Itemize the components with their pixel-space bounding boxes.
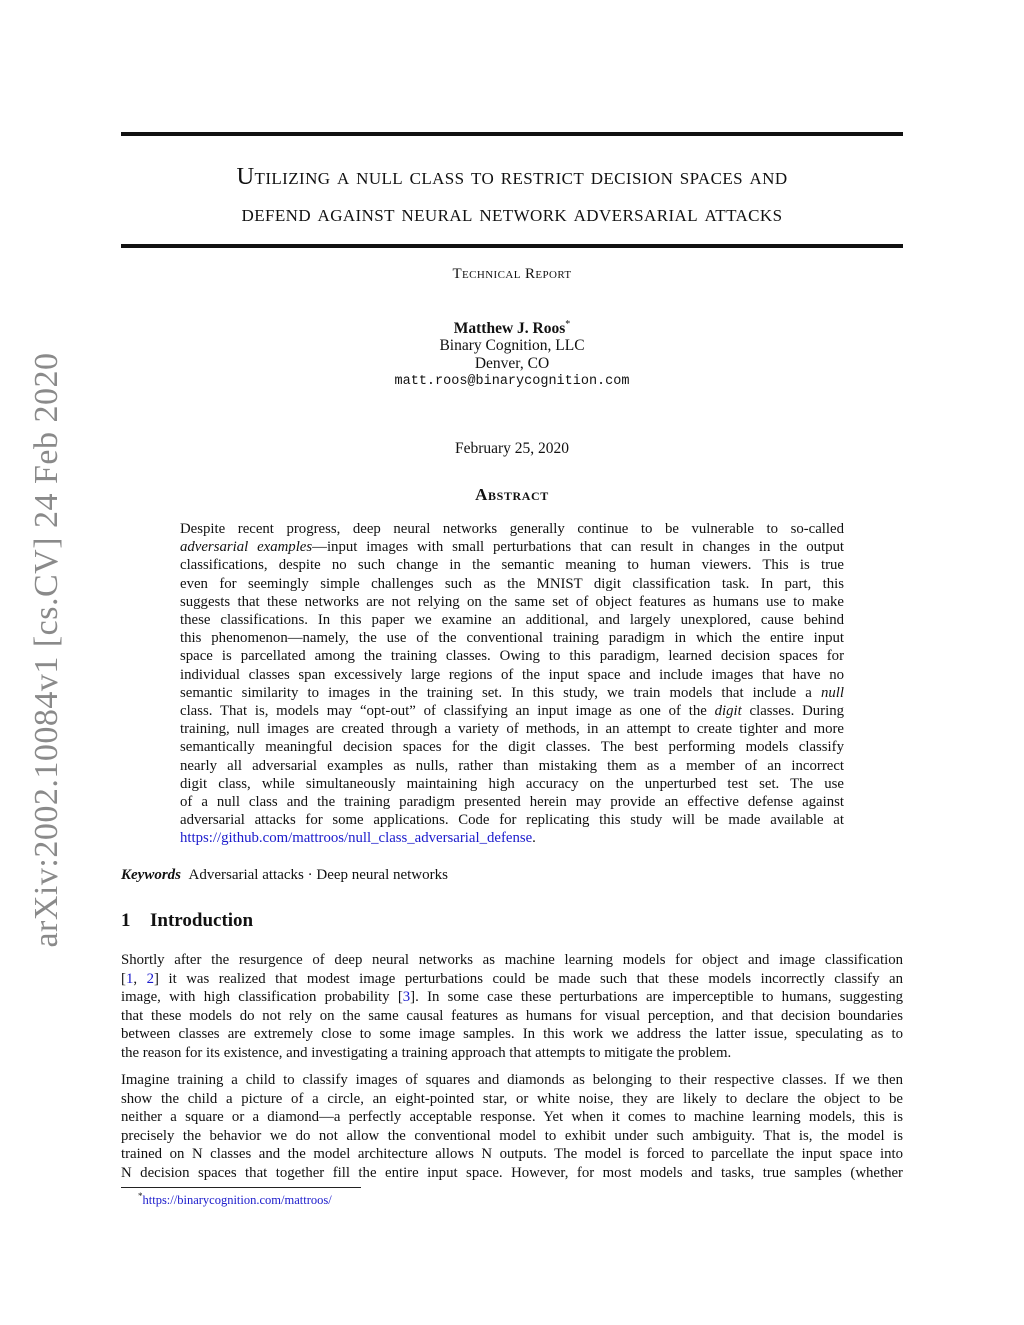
abstract-line: class. That is, models may “opt-out” of classifying an input image as one of the digit classes. During bbox=[180, 703, 844, 720]
footnote bbox=[138, 1191, 332, 1208]
citation-link[interactable]: 3 bbox=[402, 989, 411, 1006]
section-number: 1 bbox=[121, 910, 131, 931]
paragraph-line: N decision spaces that together fill the entire input space. However, for most models and tasks, true samples (whether bbox=[121, 1164, 903, 1181]
paragraph-line: [1, 2] it was realized that modest image perturbations could be made such that these models incorrectly classify an bbox=[121, 970, 903, 987]
abstract-line: individual classes span excessively large regions of the input space and include images that have no bbox=[180, 666, 844, 683]
abstract-line: adversarial attacks for some applications. Code for replicating this study will be made available at bbox=[180, 812, 844, 829]
title-line-2: defend against neural network adversarial attacks bbox=[241, 200, 783, 227]
abstract-line: semantically meaningful decision spaces for the digit classes. The best performing models classify bbox=[180, 739, 844, 756]
title-bottom-rule bbox=[121, 244, 903, 248]
abstract-line: these classifications. In this paper we examine an additional, and largely unexplored, cause behind bbox=[180, 612, 844, 629]
paragraph-line: Imagine training a child to classify images of squares and diamonds as belonging to their respective classes. If we then bbox=[121, 1072, 903, 1088]
abstract-line: digit class, while simultaneously maintaining high accuracy on the unperturbed test set. The use bbox=[180, 775, 844, 792]
section-heading-introduction bbox=[121, 910, 253, 932]
paragraph-line: neither a square or a diamond—a perfectly acceptable response. Yet when it comes to machine learning models, this is bbox=[121, 1109, 903, 1126]
abstract-line: semantic similarity to images in the training set. In this study, we train models that include a null bbox=[180, 684, 844, 701]
keywords-text: Adversarial attacks · Deep neural networks bbox=[188, 867, 448, 883]
abstract-line: classifications, despite no such change in the semantic meaning to human viewers. This is true bbox=[180, 557, 844, 574]
paper-title bbox=[110, 158, 914, 232]
author-footnote-mark[interactable]: * bbox=[565, 319, 571, 330]
abstract-body bbox=[180, 520, 844, 848]
paragraph-line: image, with high classification probability [3]. In some case these perturbations are imperceptible to humans, suggesting bbox=[121, 989, 903, 1006]
intro-paragraph-1 bbox=[121, 951, 903, 1063]
citation-link[interactable]: 1 bbox=[125, 970, 134, 987]
abstract-line: https://github.com/mattroos/null_class_adversarial_defense. bbox=[180, 830, 536, 847]
keywords-label: Keywords bbox=[121, 867, 181, 883]
author-name bbox=[0, 319, 1024, 338]
arxiv-sidebar-stamp: arXiv:2002.10084v1 [cs.CV] 24 Feb 2020 bbox=[28, 352, 65, 948]
keywords-line bbox=[121, 867, 448, 884]
citation-link[interactable]: 2 bbox=[146, 970, 154, 987]
abstract-heading: Abstract bbox=[475, 485, 549, 504]
abstract-line: of a null class and the training paradigm presented herein may provide an effective defense against bbox=[180, 794, 844, 811]
paragraph-line: that these models do not rely on the same causal features as humans for visual perception, and that decision boundaries bbox=[121, 1007, 903, 1024]
abstract-line: suggests that these networks are not relying on the same set of object features as humans use to make bbox=[180, 593, 844, 610]
author-affiliation: Binary Cognition, LLC bbox=[439, 337, 585, 354]
abstract-italic-term: null bbox=[820, 684, 844, 701]
abstract-line: even for seemingly simple challenges such as the MNIST digit classification task. In part, this bbox=[180, 575, 844, 592]
abstract-line: this phenomenon—namely, the use of the conventional training paradigm in which the entire input bbox=[180, 630, 844, 647]
paragraph-line: trained on N classes and the model architecture allows N outputs. The model is forced to parcellate the input space into bbox=[121, 1146, 903, 1163]
abstract-line: training, null images are created through a variety of methods, in an attempt to create tighter and more bbox=[180, 721, 844, 738]
title-top-rule bbox=[121, 132, 903, 136]
section-title: Introduction bbox=[150, 910, 254, 931]
footnote-mark: * bbox=[138, 1191, 143, 1201]
author-location: Denver, CO bbox=[474, 355, 550, 372]
intro-paragraph-2 bbox=[121, 1071, 903, 1183]
code-repository-link[interactable]: https://github.com/mattroos/null_class_adversarial_defense bbox=[180, 830, 533, 847]
abstract-line: adversarial examples—input images with small perturbations that can result in changes in the output bbox=[180, 539, 845, 556]
abstract-line: space is parcellated among the training classes. Owing to this paradigm, learned decision spaces for bbox=[180, 648, 844, 665]
abstract-italic-term: adversarial examples bbox=[180, 539, 313, 556]
footnote-link[interactable]: https://binarycognition.com/mattroos/ bbox=[142, 1193, 332, 1208]
paragraph-line: the reason for its existence, and investigating a training approach that attempts to mitigate the problem. bbox=[121, 1044, 732, 1061]
title-line-1: Utilizing a null class to restrict decision spaces and bbox=[236, 163, 788, 190]
paragraph-line: precisely the behavior we do not allow the conventional model to exhibit under such ambiguity. That is, the model is bbox=[121, 1127, 903, 1144]
paragraph-line: show the child a picture of a circle, an eight-pointed star, or white noise, they are likely to declare the object to be bbox=[121, 1090, 903, 1107]
footnote-rule bbox=[121, 1187, 361, 1188]
abstract-line: nearly all adversarial examples as nulls, rather than mistaking them as a member of an incorrect bbox=[180, 757, 844, 774]
paragraph-line: Shortly after the resurgence of deep neural networks as machine learning models for object and image classification bbox=[121, 952, 903, 968]
author-email[interactable]: matt.roos@binarycognition.com bbox=[394, 374, 630, 389]
abstract-italic-term: digit bbox=[714, 703, 742, 720]
paragraph-line: between classes are extremely close to some image samples. In this work we address the latter issue, speculating as to bbox=[121, 1026, 903, 1043]
abstract-line: Despite recent progress, deep neural networks generally continue to be vulnerable to so-called bbox=[180, 521, 844, 537]
paper-date: February 25, 2020 bbox=[454, 440, 570, 457]
report-type: Technical Report bbox=[452, 266, 572, 282]
author-name-text: Matthew J. Roos bbox=[453, 320, 566, 338]
